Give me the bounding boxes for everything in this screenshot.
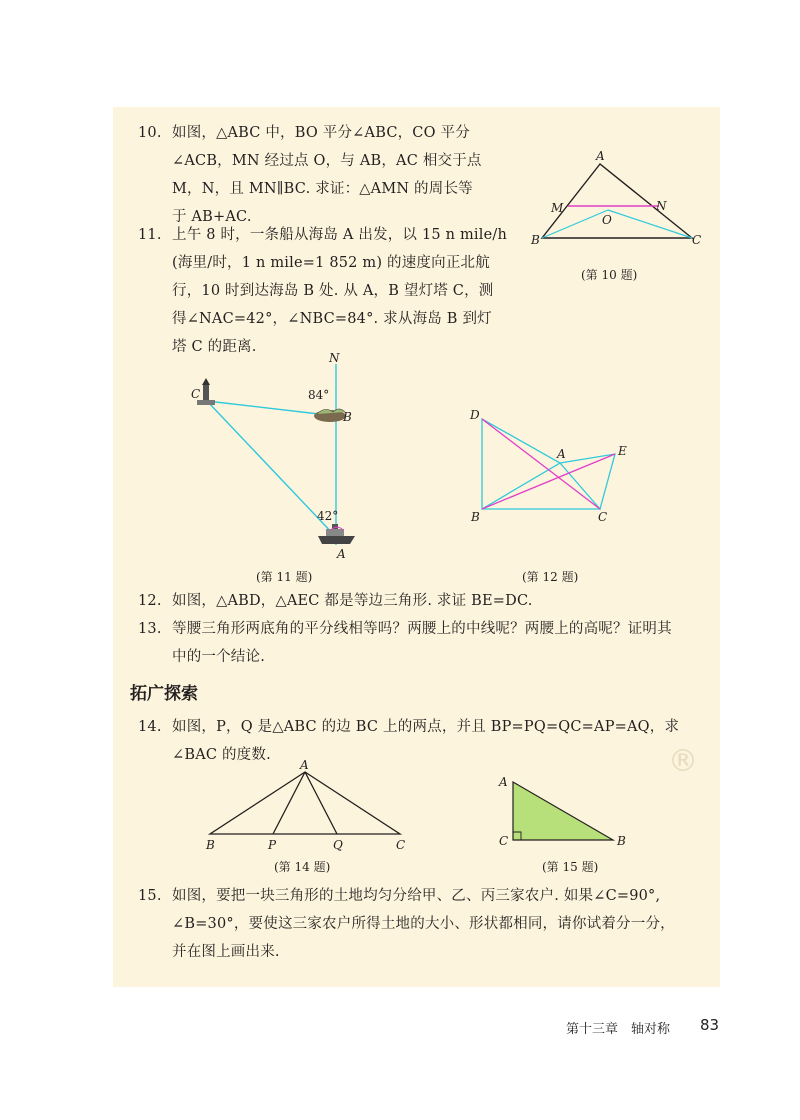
label-b: B xyxy=(617,834,626,848)
label-m: M xyxy=(551,201,564,215)
figure-12 xyxy=(460,405,640,530)
problem-15 xyxy=(138,882,675,966)
label-b: B xyxy=(206,838,215,852)
segment-dc xyxy=(482,419,600,509)
problem-text-line: ∠BAC 的度数. xyxy=(172,747,271,763)
label-d: D xyxy=(470,408,480,422)
label-a: A xyxy=(337,547,346,561)
problem-13 xyxy=(138,615,672,671)
figure-15 xyxy=(495,770,635,850)
caption-fig10: (第 10 题) xyxy=(581,268,638,282)
label-a: A xyxy=(300,758,309,772)
label-a: A xyxy=(557,447,566,461)
label-c: C xyxy=(191,387,201,401)
label-b: B xyxy=(471,510,480,524)
label-p: P xyxy=(268,838,277,852)
problem-text-line: ∠B=30°，要使这三家农户所得土地的大小、形状都相同，请你试着分一分， xyxy=(172,916,675,932)
label-n: N xyxy=(656,199,667,213)
problem-text-line: 等腰三角形两底角的平分线相等吗？两腰上的中线呢？两腰上的高呢？证明其 xyxy=(172,621,672,637)
caption-fig12: (第 12 题) xyxy=(522,570,579,584)
problem-11 xyxy=(138,221,507,361)
label-c: C xyxy=(499,834,509,848)
problem-text-line: 如图，要把一块三角形的土地均匀分给甲、乙、丙三家农户. 如果∠C=90°, xyxy=(172,888,661,904)
label-q: Q xyxy=(333,838,343,852)
problem-text-line: 如图，△ABC 中，BO 平分∠ABC，CO 平分 xyxy=(172,125,470,141)
problem-number: 14. xyxy=(138,719,162,735)
triangle-abd xyxy=(482,419,560,509)
figure-11 xyxy=(185,350,375,565)
segment-aq xyxy=(305,772,337,834)
label-b: B xyxy=(343,410,352,424)
segment-be xyxy=(482,454,615,509)
caption-fig14: (第 14 题) xyxy=(274,860,331,874)
label-c: C xyxy=(598,510,608,524)
problem-text-line: 上午 8 时，一条船从海岛 A 出发，以 15 n mile/h xyxy=(172,227,507,243)
section-title: 拓广探索 xyxy=(130,684,198,704)
segment-ap xyxy=(273,772,305,834)
problem-number: 12. xyxy=(138,593,162,609)
angle-a-value: 42° xyxy=(317,509,339,523)
triangle-abc xyxy=(542,164,692,238)
problem-text-line: 如图，P，Q 是△ABC 的边 BC 上的两点，并且 BP=PQ=QC=AP=AQ，求 xyxy=(172,719,680,735)
triangle-aec xyxy=(560,454,615,509)
watermark-mark: ® xyxy=(668,744,698,779)
page-number: 83 xyxy=(700,1016,720,1034)
problem-text-line: 如图，△ABD，△AEC 都是等边三角形. 求证 BE=DC. xyxy=(172,593,533,609)
problem-text-line: 塔 C 的距离. xyxy=(172,339,257,355)
problem-10 xyxy=(138,119,482,231)
problem-number: 13. xyxy=(138,621,162,637)
problem-number: 10. xyxy=(138,125,162,141)
problem-text-line: 于 AB+AC. xyxy=(172,209,252,225)
problem-text-line: ∠ACB，MN 经过点 O，与 AB，AC 相交于点 xyxy=(172,153,482,169)
problem-text-line: M，N，且 MN∥BC. 求证：△AMN 的周长等 xyxy=(172,181,473,197)
problem-12 xyxy=(138,587,533,615)
problem-text-line: 中的一个结论. xyxy=(172,649,266,665)
label-e: E xyxy=(618,444,627,458)
problem-text-line: 行，10 时到达海岛 B 处. 从 A，B 望灯塔 C，测 xyxy=(172,283,494,299)
label-b: B xyxy=(531,233,540,247)
problem-text-line: 并在图上画出来. xyxy=(172,944,280,960)
segment-co xyxy=(608,210,692,238)
triangle-abc xyxy=(210,772,400,834)
problem-text-line: 得∠NAC=42°，∠NBC=84°. 求从海岛 B 到灯 xyxy=(172,311,492,327)
label-o: O xyxy=(602,213,612,227)
caption-fig15: (第 15 题) xyxy=(542,860,599,874)
angle-b-value: 84° xyxy=(308,388,330,402)
problem-number: 15. xyxy=(138,888,162,904)
label-a: A xyxy=(499,775,508,789)
problem-text-line: (海里/时，1 n mile=1 852 m) 的速度向正北航 xyxy=(172,255,490,271)
label-a: A xyxy=(596,149,605,163)
figure-14 xyxy=(200,760,415,855)
chapter-footer: 第十三章 轴对称 xyxy=(566,1022,671,1037)
right-triangle-abc xyxy=(513,782,613,840)
island-icon xyxy=(314,409,346,422)
problem-number: 11. xyxy=(138,227,162,243)
caption-fig11: (第 11 题) xyxy=(256,570,313,584)
label-n: N xyxy=(329,351,340,365)
label-c: C xyxy=(692,233,702,247)
label-c: C xyxy=(396,838,406,852)
